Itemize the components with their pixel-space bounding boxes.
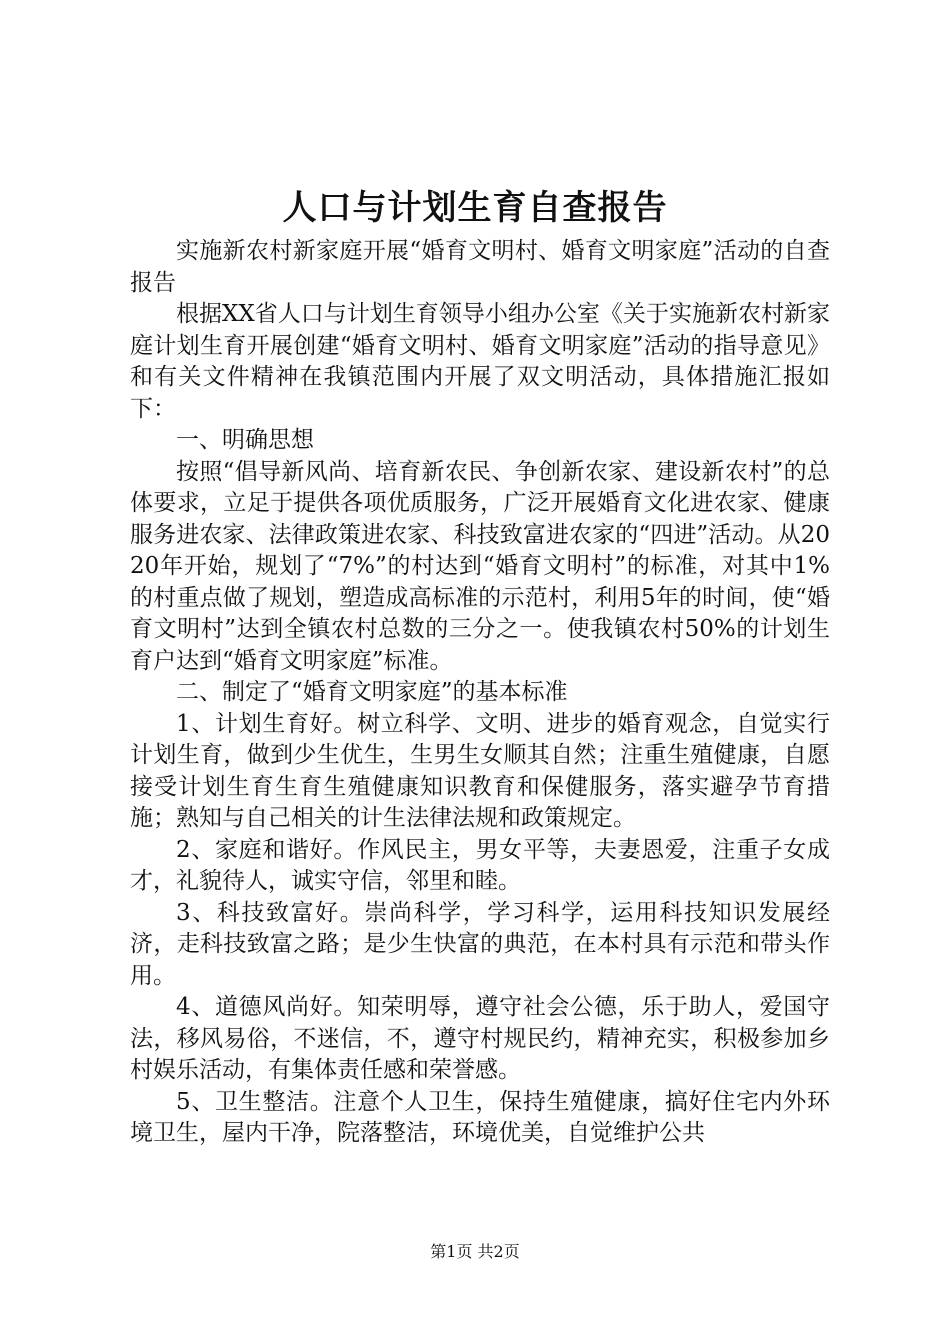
standard-item-2: 2、家庭和谐好。作风民主，男女平等，夫妻恩爱，注重子女成才，礼貌待人，诚实守信，邻里和睦。: [130, 836, 830, 894]
standard-item-3: 3、科技致富好。崇尚科学，学习科学，运用科技知识发展经济，走科技致富之路；是少生快富的典范，在本村具有示范和带头作用。: [130, 899, 830, 989]
paragraph-section-1: 按照“倡导新风尚、培育新农民、争创新农家、建设新农村”的总体要求，立足于提供各项优质服务，广泛开展婚育文化进农家、健康服务进农家、法律政策进农家、科技致富进农家的“四进”活动。从2020年开始，规划了“7%”的村达到“婚育文明村”的标准，对其中1%的村重点做了规划，塑造成高标准的示范村，利用5年的时间，使“婚育文明村”达到全镇农村总数的三分之一。使我镇农村50%的计划生育户达到“婚育文明家庭”标准。: [130, 458, 830, 674]
standard-item-5: 5、卫生整洁。注意个人卫生，保持生殖健康，搞好住宅内外环境卫生，屋内干净，院落整洁，环境优美，自觉维护公共: [130, 1088, 830, 1146]
standard-item-4: 4、道德风尚好。知荣明辱，遵守社会公德，乐于助人，爱国守法，移风易俗，不迷信，不，遵守村规民约，精神充实，积极参加乡村娱乐活动，有集体责任感和荣誉感。: [130, 994, 830, 1083]
page-footer: 第1页 共2页: [430, 1242, 520, 1261]
document-body: [130, 236, 830, 1150]
paragraph-intro: 根据XX省人口与计划生育领导小组办公室《关于实施新农村新家庭计划生育开展创建“婚育文明村、婚育文明家庭”活动的指导意见》和有关文件精神在我镇范围内开展了双文明活动，具体措施汇报如下：: [130, 301, 830, 422]
paragraph-subtitle: 实施新农村新家庭开展“婚育文明村、婚育文明家庭”活动的自查报告: [130, 238, 830, 296]
section-heading-2: 二、制定了“婚育文明家庭”的基本标准: [176, 679, 568, 705]
section-heading-1: 一、明确思想: [176, 427, 314, 453]
standard-item-1: 1、计划生育好。树立科学、文明、进步的婚育观念，自觉实行计划生育，做到少生优生，生男生女顺其自然；注重生殖健康，自愿接受计划生育生育生殖健康知识教育和保健服务，落实避孕节育措施；熟知与自己相关的计生法律法规和政策规定。: [130, 710, 830, 831]
document-title: 人口与计划生育自查报告: [282, 188, 668, 228]
